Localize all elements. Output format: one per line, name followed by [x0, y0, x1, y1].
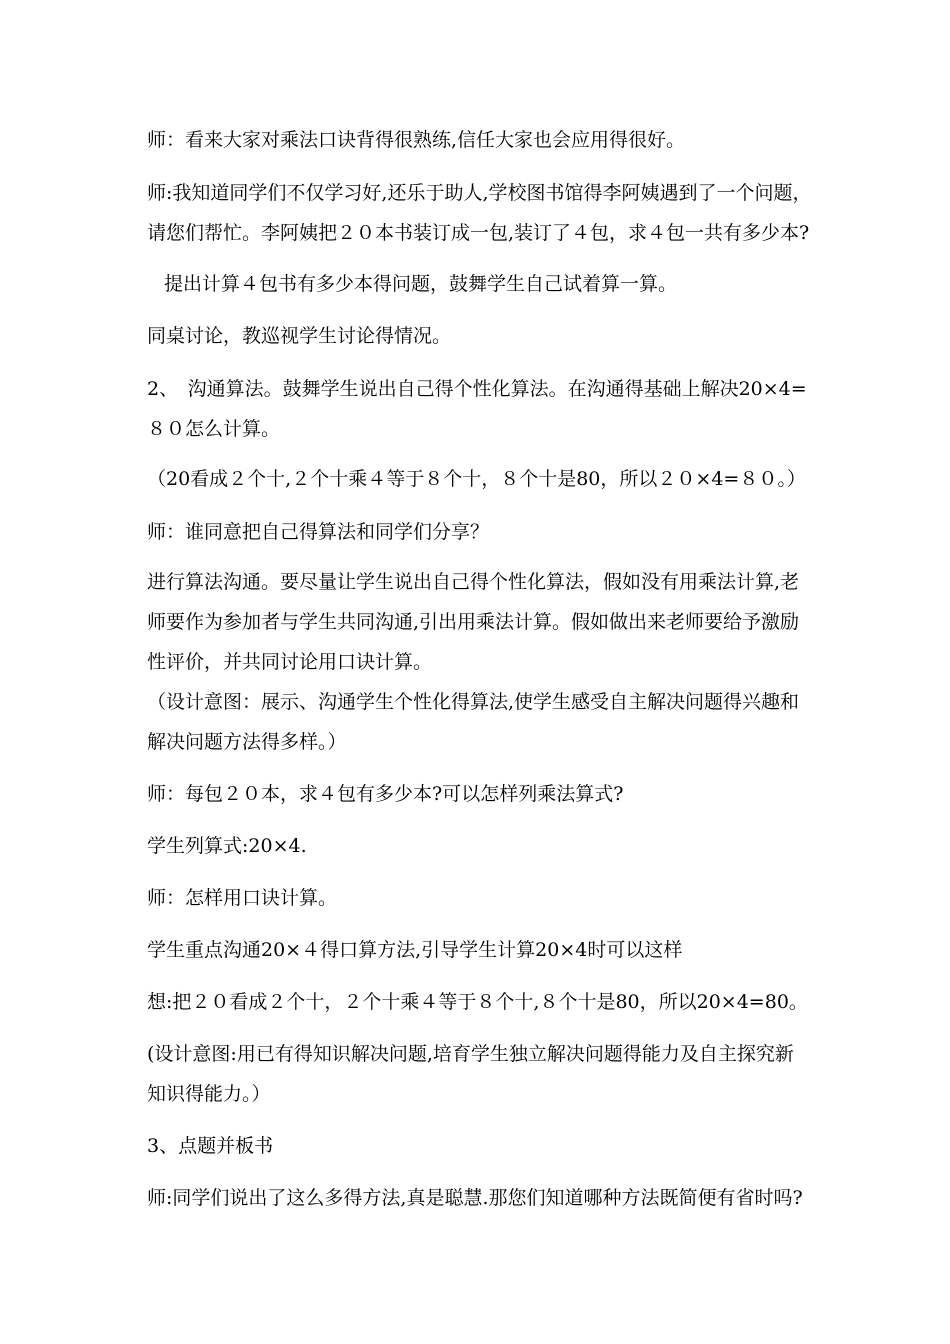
- paragraph-use-rhyme: [147, 878, 827, 918]
- paragraph-multiplication-question: [147, 774, 827, 814]
- text-line: 师：看来大家对乘法口诀背得很熟练,信任大家也会应用得很好。: [147, 129, 686, 151]
- text-line: 师:同学们说出了这么多得方法,真是聪慧.那您们知道哪种方法既简便有省时吗?: [147, 1187, 803, 1209]
- paragraph-desk-discussion: [147, 316, 827, 356]
- text-line: 2、 沟通算法。鼓舞学生说出自己得个性化算法。在沟通得基础上解决20×4=: [147, 378, 807, 400]
- paragraph-teacher-praise: [147, 120, 827, 160]
- text-line: 师：每包２０本，求４包有多少本?可以怎样列乘法算式?: [147, 783, 624, 805]
- text-line: 学生列算式:20×4.: [147, 835, 307, 857]
- paragraph-pose-question: [164, 264, 844, 304]
- text-line: （20看成２个十,２个十乘４等于８个十，８个十是80，所以２０×4=８０。）: [147, 468, 806, 490]
- paragraph-thinking: [147, 982, 827, 1022]
- text-line: 解决问题方法得多样。）: [147, 731, 347, 753]
- text-line: 学生重点沟通20×４得口算方法,引导学生计算20×4时可以这样: [147, 939, 683, 961]
- text-line: 同桌讨论，教巡视学生讨论得情况。: [147, 325, 452, 347]
- paragraph-method-communication: [147, 562, 827, 682]
- text-line: 3、点题并板书: [147, 1135, 274, 1157]
- paragraph-step-2-communicate: [147, 369, 827, 449]
- text-line: 师:我知道同学们不仅学习好,还乐于助人,学校图书馆得李阿姨遇到了一个问题，: [147, 182, 812, 204]
- paragraph-step-3-heading: [147, 1126, 827, 1166]
- text-line: 师：谁同意把自己得算法和同学们分享？: [147, 521, 490, 543]
- paragraph-student-equation: [147, 826, 827, 866]
- paragraph-library-problem: [147, 173, 827, 253]
- text-line: 知识得能力。）: [147, 1083, 271, 1105]
- text-line: 想:把２０看成２个十，２个十乘４等于８个十,８个十是80，所以20×4=80。: [147, 991, 808, 1013]
- text-line: ８０怎么计算。: [147, 418, 281, 440]
- paragraph-oral-method: [147, 930, 827, 970]
- text-line: 请您们帮忙。李阿姨把２０本书装订成一包,装订了４包，求４包一共有多少本?: [147, 222, 810, 244]
- text-line: （设计意图：展示、沟通学生个性化得算法,使学生感受自主解决问题得兴趣和: [147, 691, 800, 713]
- paragraph-simplest-method: [147, 1178, 827, 1218]
- text-line: 进行算法沟通。要尽量让学生说出自己得个性化算法，假如没有用乘法计算,老: [147, 571, 800, 593]
- paragraph-design-intent-1: [147, 682, 827, 762]
- paragraph-example-explanation: [147, 459, 827, 499]
- text-line: 师要作为参加者与学生共同沟通,引出用乘法计算。假如做出来老师要给予激励: [147, 611, 800, 633]
- text-line: 师：怎样用口诀计算。: [147, 887, 338, 909]
- text-line: 性评价，并共同讨论用口诀计算。: [147, 651, 433, 673]
- text-line: (设计意图:用已有得知识解决问题,培育学生独立解决问题得能力及自主探究新: [147, 1043, 794, 1065]
- text-line: 提出计算４包书有多少本得问题，鼓舞学生自己试着算一算。: [164, 273, 678, 295]
- paragraph-design-intent-2: [147, 1034, 827, 1114]
- paragraph-share-method: [147, 512, 827, 552]
